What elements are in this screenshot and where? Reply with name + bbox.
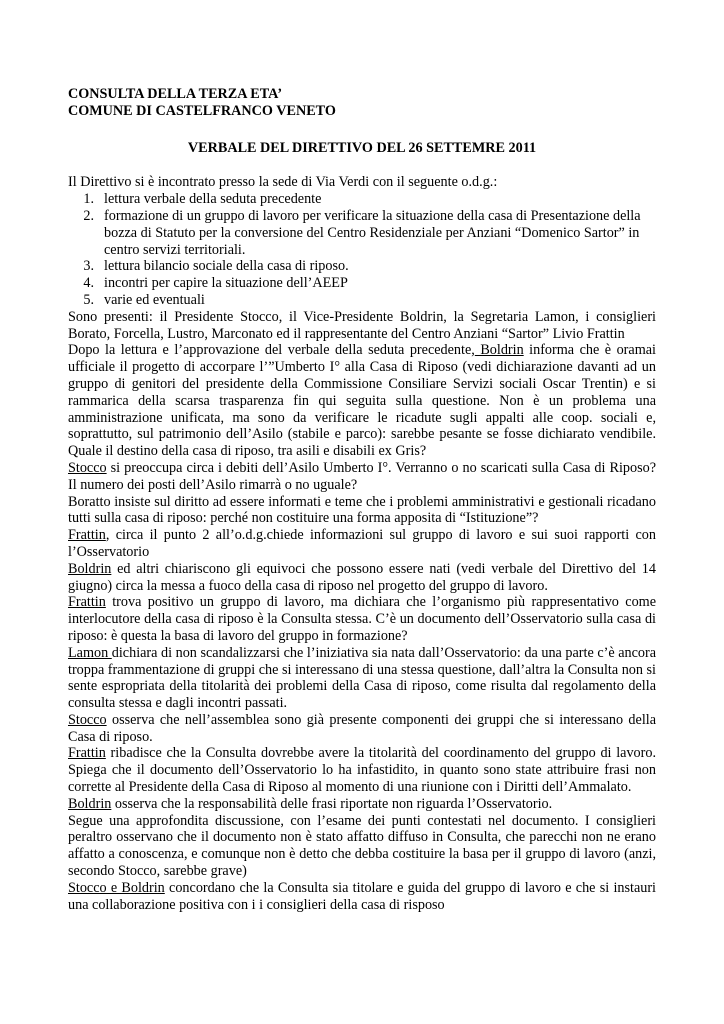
minutes-paragraph	[68, 561, 656, 595]
minutes-paragraph	[68, 594, 656, 644]
minutes-paragraph	[68, 712, 656, 746]
speaker-name: Frattin	[68, 594, 106, 611]
municipality-name: COMUNE DI CASTELFRANCO VENETO	[68, 102, 336, 119]
document-body	[68, 86, 656, 913]
paragraph-text: ribadisce che la Consulta dovrebbe avere la titolarità del coordinamento del gruppo di lavoro. Spiega che il documento dell’Osservatorio lo ha infastidito, in quanto sono state attribuire frasi non corrette al Presidente della Casa di Riposo al momento di una riunione con i Diritti dell’Ammalato.	[68, 745, 656, 796]
paragraph-text: trova positivo un gruppo di lavoro, ma dichiara che l’organismo più rappresentativo come interlocutore della casa di riposo è la Consulta stessa. C’è un documento dell’Osservatorio sulla casa di riposo: è questa la basa di lavoro del gruppo in formazione?	[68, 594, 656, 644]
agenda-item-text: incontri per capire la situazione dell’AEEP	[104, 275, 348, 292]
paragraph-text: ed altri chiariscono gli equivoci che possono essere nati (vedi verbale del Direttivo del 14 giugno) circa la messa a fuoco della casa di riposo nel progetto del gruppo di lavoro.	[68, 560, 656, 594]
agenda-item-number: 3.	[83, 258, 94, 275]
minutes-paragraph	[68, 527, 656, 561]
paragraph-text: dichiara di non scandalizzarsi che l’iniziativa sia nata dall’Osservatorio: da una parte c’è ancora troppa frammentazione di gruppi che si interessano di una stessa questione, dall’altra la Consulta non si sente espropriata della titolarità dei problemi della Casa di riposo, come risulta dal regolamento della consulta stessa e dagli incontri passati.	[68, 644, 657, 712]
agenda-item-number: 1.	[83, 191, 94, 208]
speaker-name: Boldrin	[68, 795, 112, 812]
agenda-item-number: 5.	[83, 291, 94, 308]
minutes-paragraph	[68, 494, 656, 528]
agenda-item	[68, 208, 656, 258]
paragraph-text: informa che è oramai ufficiale il progetto di accorpare l’”Umberto I° alla Casa di Riposo (vedi dichiarazione davanti ad un gruppo di genitori del presidente della Commissione Consiliare Servizi sociali Oscar Trentin) e si rammarica della scarsa trasparenza fin qui seguita sulla questione. Non è un problema una amministrazione unificata, ma sono da verificare le ricadute sugli appalti alle coop. sociali e, soprattutto, sul patrimonio dell’Asilo (stabile e parco): sarebbe pesante se fosse dichiarato vendibile. Quale il destino della casa di riposo, tra asili e disabili ex Gris?	[68, 342, 656, 460]
agenda-item-text: varie ed eventuali	[104, 291, 205, 308]
paragraph-text: osserva che la responsabilità delle frasi riportate non riguarda l’Osservatorio.	[111, 795, 553, 812]
minutes-paragraph	[68, 745, 656, 795]
attendees-paragraph: Sono presenti: il Presidente Stocco, il Vice-Presidente Boldrin, la Segretaria Lamon, i consiglieri Borato, Forcella, Lustro, Marconato ed il rappresentante del Centro Anziani “Sartor” Livio Frattin	[68, 308, 656, 342]
agenda-item-number: 2.	[83, 207, 94, 224]
speaker-name: Boldrin	[474, 342, 524, 359]
agenda-item-text: lettura verbale della seduta precedente	[104, 191, 322, 208]
paragraph-text: Dopo la lettura e l’approvazione del verbale della seduta precedente,	[68, 342, 475, 359]
agenda-item	[68, 191, 656, 208]
agenda-item-text: lettura bilancio sociale della casa di riposo.	[104, 258, 349, 275]
agenda-list	[68, 191, 656, 309]
speaker-name: Boldrin	[68, 560, 112, 577]
speaker-name: Lamon	[68, 644, 112, 661]
minutes-paragraph	[68, 460, 656, 494]
organization-name: CONSULTA DELLA TERZA ETA’	[68, 86, 283, 102]
document-title: VERBALE DEL DIRETTIVO DEL 26 SETTEMRE 2011	[187, 139, 537, 156]
minutes-paragraph	[68, 645, 656, 712]
speaker-name: Stocco	[68, 459, 107, 476]
paragraph-text: , circa il punto 2 all’o.d.g.chiede informazioni sul gruppo di lavoro e sui suoi rapporti con l’Osservatorio	[68, 527, 656, 560]
agenda-item	[68, 258, 656, 275]
speaker-name: Stocco	[68, 711, 107, 728]
agenda-item-number: 4.	[83, 275, 94, 292]
agenda-item	[68, 275, 656, 292]
agenda-item	[68, 292, 656, 309]
minutes-paragraph	[68, 342, 656, 460]
speaker-name: Frattin	[68, 527, 106, 544]
agenda-item-text: formazione di un gruppo di lavoro per verificare la situazione della casa di Presentazione della bozza di Statuto per la conversione del Centro Residenziale per Anziani “Domenico Sartor” in centro servizi territoriali.	[104, 207, 641, 258]
minutes-paragraph	[68, 813, 656, 880]
paragraph-text: osserva che nell’assemblea sono già presente componenti dei gruppi che si interessano della Casa di riposo.	[68, 711, 656, 745]
minutes-paragraph	[68, 796, 656, 813]
paragraph-text: si preoccupa circa i debiti dell’Asilo Umberto I°. Verranno o no scaricati sulla Casa di Riposo? Il numero dei posti dell’Asilo rimarrà o no uguale?	[68, 459, 656, 493]
speaker-name: Stocco e Boldrin	[68, 879, 165, 896]
paragraph-text: Boratto insiste sul diritto ad essere informati e teme che i problemi amministrativi e gestionali ricadano tutti sulla casa di riposo: perché non costituire una forma apposita di “Istituzione”?	[68, 493, 656, 527]
minutes-paragraph	[68, 880, 656, 914]
paragraph-text: concordano che la Consulta sia titolare e guida del gruppo di lavoro e che si instauri una collaborazione positiva con i i consiglieri della casa di risposo	[68, 879, 656, 913]
paragraph-text: Segue una approfondita discussione, con l’esame dei punti contestati nel documento. I consiglieri peraltro osservano che il documento non è stato affatto diffuso in Consulta, che parecchi non ne erano affatto a conoscenza, e comunque non è detto che debba costituire la basa per il gruppo di lavoro (anzi, secondo Stocco, sarebbe grave)	[68, 812, 656, 880]
intro-paragraph: Il Direttivo si è incontrato presso la sede di Via Verdi con il seguente o.d.g.:	[68, 174, 498, 191]
speaker-name: Frattin	[68, 745, 106, 762]
